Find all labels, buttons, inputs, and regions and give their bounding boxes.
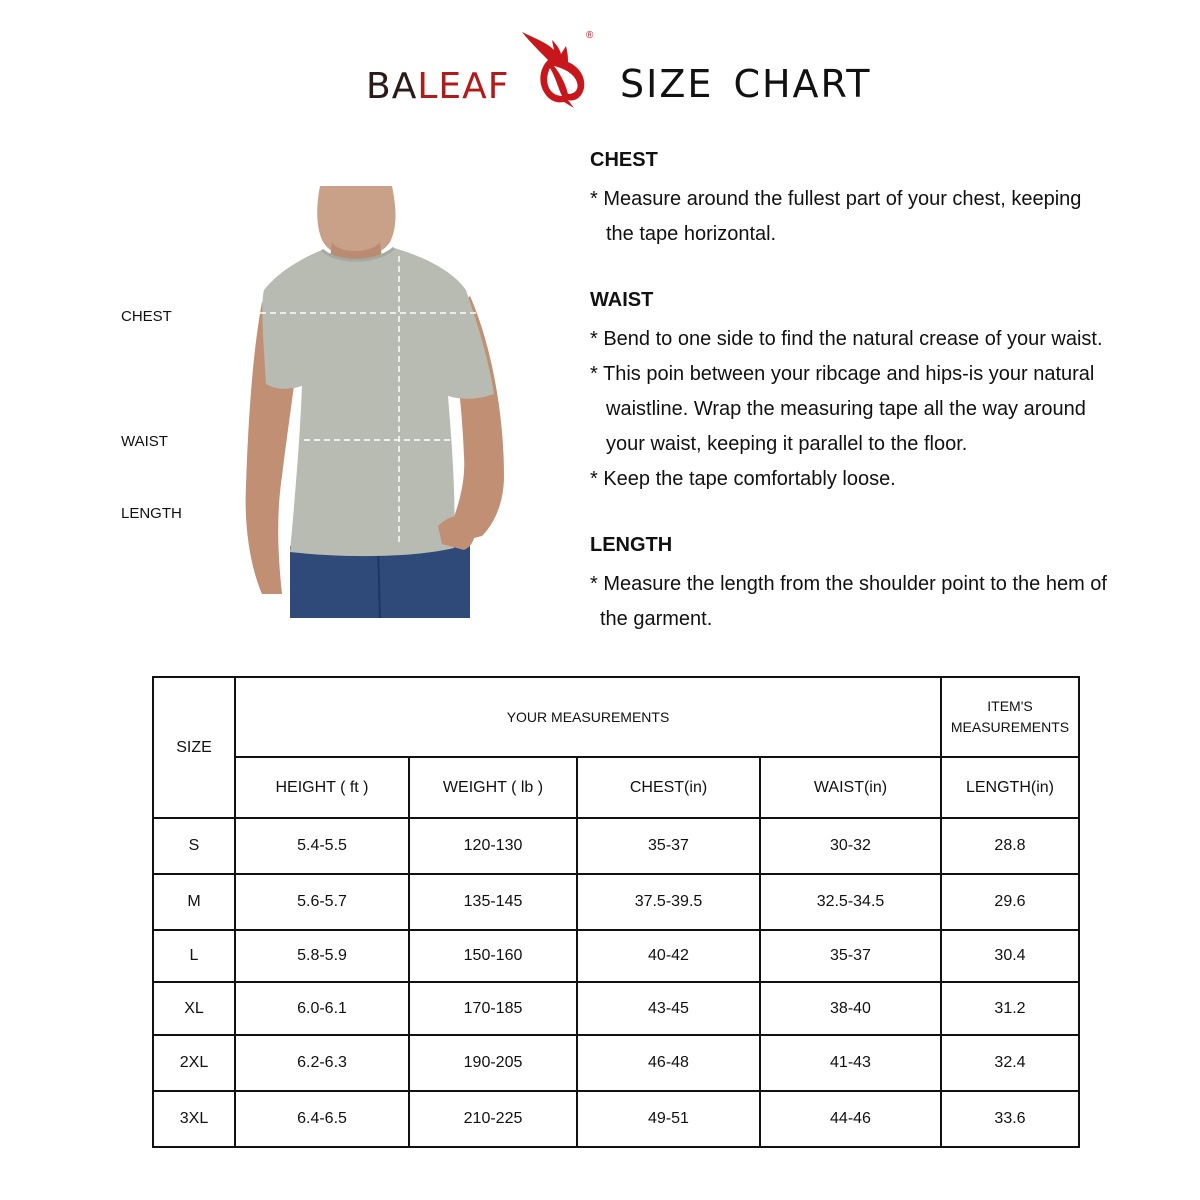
table-row (153, 982, 1079, 1035)
cell-height: 6.4-6.5 (235, 1091, 409, 1147)
table-row (153, 1091, 1079, 1147)
brand-leaf: LEAF (417, 66, 510, 107)
cell-weight: 120-130 (409, 818, 577, 874)
waist-heading: WAIST (590, 289, 654, 311)
instructions-chest (590, 148, 1170, 252)
figure-label-length: LENGTH (121, 505, 182, 522)
table-group-header-row (153, 677, 1079, 757)
cell-chest: 40-42 (577, 930, 760, 982)
cell-weight: 150-160 (409, 930, 577, 982)
cell-chest: 43-45 (577, 982, 760, 1035)
column-header-height: HEIGHT ( ft ) (235, 757, 409, 818)
cell-chest: 35-37 (577, 818, 760, 874)
cell-length: 32.4 (941, 1035, 1079, 1091)
cell-weight: 135-145 (409, 874, 577, 930)
cell-height: 5.8-5.9 (235, 930, 409, 982)
chest-line-1: * Measure around the fullest part of your chest, keeping (590, 188, 1082, 210)
cell-height: 5.4-5.5 (235, 818, 409, 874)
brand-ba: BA (366, 66, 418, 107)
table-row (153, 818, 1079, 874)
cell-size: 3XL (153, 1091, 235, 1147)
instructions-length (590, 533, 1170, 637)
cell-weight: 210-225 (409, 1091, 577, 1147)
cell-weight: 190-205 (409, 1035, 577, 1091)
cell-height: 6.2-6.3 (235, 1035, 409, 1091)
length-line-2: the garment. (600, 608, 713, 630)
figure-label-waist: WAIST (121, 433, 168, 450)
length-line-1: * Measure the length from the shoulder point to the hem of (590, 573, 1107, 595)
cell-size: L (153, 930, 235, 982)
waist-line-2: * This poin between your ribcage and hips-is your natural (590, 363, 1095, 385)
cell-waist: 41-43 (760, 1035, 941, 1091)
cell-size: S (153, 818, 235, 874)
size-header: SIZE (153, 677, 235, 818)
cell-size: XL (153, 982, 235, 1035)
chest-heading: CHEST (590, 149, 658, 171)
cell-chest: 46-48 (577, 1035, 760, 1091)
cell-waist: 44-46 (760, 1091, 941, 1147)
waist-line-3: waistline. Wrap the measuring tape all the way around (606, 398, 1086, 420)
cell-height: 6.0-6.1 (235, 982, 409, 1035)
model-tshirt-illustration (242, 186, 512, 618)
cell-length: 31.2 (941, 982, 1079, 1035)
table-row (153, 930, 1079, 982)
cell-chest: 37.5-39.5 (577, 874, 760, 930)
cell-length: 33.6 (941, 1091, 1079, 1147)
table-row (153, 1035, 1079, 1091)
cell-chest: 49-51 (577, 1091, 760, 1147)
figure-label-chest: CHEST (121, 308, 172, 325)
page-title: SIZE CHART (620, 62, 872, 106)
cell-waist: 35-37 (760, 930, 941, 982)
cell-length: 30.4 (941, 930, 1079, 982)
cell-waist: 32.5-34.5 (760, 874, 941, 930)
waist-line-4: your waist, keeping it parallel to the floor. (606, 433, 968, 455)
waist-line-5: * Keep the tape comfortably loose. (590, 468, 896, 490)
registered-mark: ® (586, 30, 594, 41)
cell-waist: 38-40 (760, 982, 941, 1035)
cell-size: 2XL (153, 1035, 235, 1091)
your-measurements-header: YOUR MEASUREMENTS (235, 677, 941, 757)
cell-height: 5.6-5.7 (235, 874, 409, 930)
cell-length: 29.6 (941, 874, 1079, 930)
table-row (153, 874, 1079, 930)
cell-size: M (153, 874, 235, 930)
size-table (152, 676, 1080, 1148)
cell-weight: 170-185 (409, 982, 577, 1035)
column-header-weight: WEIGHT ( lb ) (409, 757, 577, 818)
instructions-waist (590, 288, 1170, 497)
column-header-chest: CHEST(in) (577, 757, 760, 818)
cell-length: 28.8 (941, 818, 1079, 874)
measurement-instructions (590, 148, 1170, 637)
length-heading: LENGTH (590, 534, 673, 556)
column-header-length: LENGTH(in) (941, 757, 1079, 818)
cell-waist: 30-32 (760, 818, 941, 874)
leaf-flame-logo-icon (516, 26, 600, 110)
column-header-waist: WAIST(in) (760, 757, 941, 818)
table-column-header-row (153, 757, 1079, 818)
items-measurements-header: ITEM'S MEASUREMENTS (941, 677, 1079, 757)
header (0, 22, 1200, 112)
chest-line-2: the tape horizontal. (606, 223, 777, 245)
waist-line-1: * Bend to one side to find the natural crease of your waist. (590, 328, 1103, 350)
brand-wordmark (366, 66, 509, 107)
